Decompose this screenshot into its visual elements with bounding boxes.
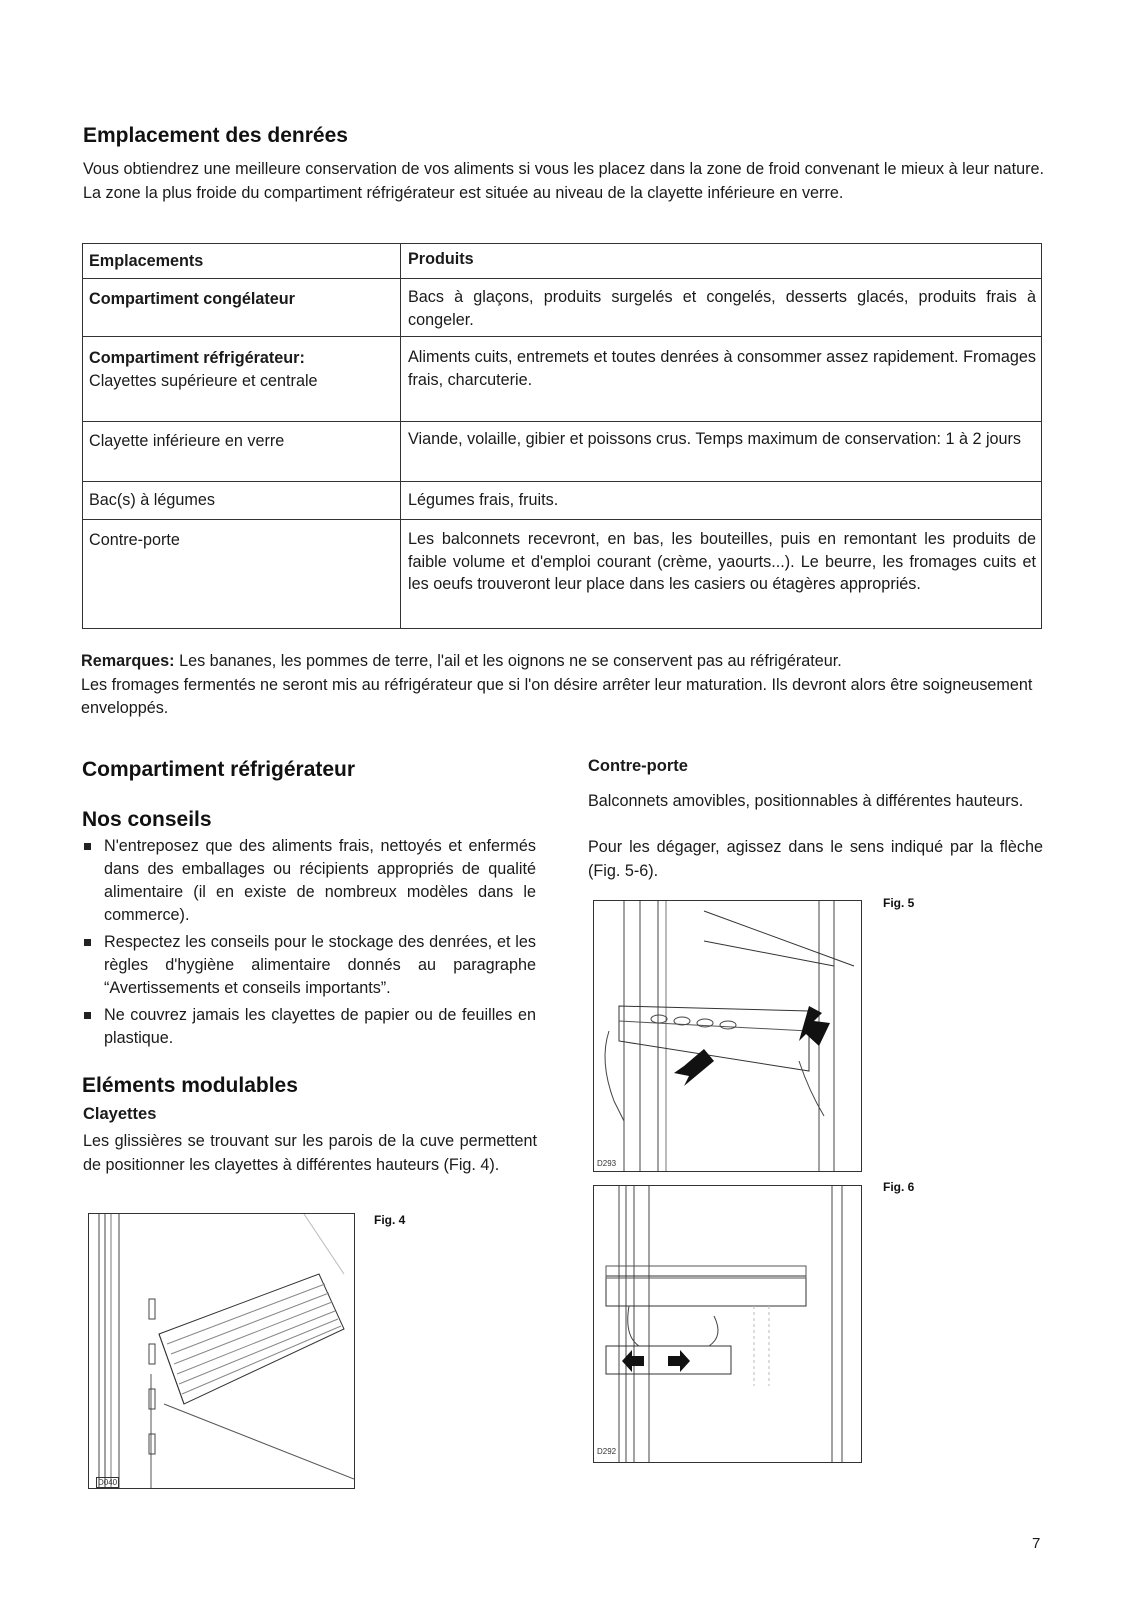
figure-4-label: Fig. 4 — [374, 1213, 406, 1227]
advice-text: Respectez les conseils pour le stockage des denrées, et les règles d'hygiène alimentaire donnés au paragraphe “Avertissements et conseils importants”. — [104, 933, 536, 997]
modular-paragraph: Les glissières se trouvant sur les parois de la cuve permettent de positionner les clayettes à différentes hauteurs (Fig. 4). — [83, 1132, 537, 1174]
page-number: 7 — [1032, 1535, 1041, 1552]
section-title-modular: Eléments modulables — [82, 1074, 298, 1097]
figure-6-label: Fig. 6 — [883, 1180, 915, 1194]
figure-5-label: Fig. 5 — [883, 896, 915, 910]
table-header-produits: Produits — [408, 250, 474, 268]
table-row-3-products: Légumes frais, fruits. — [408, 491, 559, 509]
section-title-emplacement: Emplacement des denrées — [83, 124, 348, 147]
advice-list-item — [82, 1004, 536, 1050]
table-header-emplacements: Emplacements — [89, 252, 204, 270]
table-row-4-products: Les balconnets recevront, en bas, les bouteilles, puis en remontant les produits de faible volume et d'emploi courant (crème, yaourts...). Le beurre, les fromages cuits et les oeufs trouveront leur place dans les casiers ou étagères appropriés. — [408, 530, 1036, 593]
bullet-square-icon — [84, 843, 91, 850]
subtitle-nos-conseils: Nos conseils — [82, 808, 212, 831]
advice-list-item — [82, 835, 536, 927]
door-balcony-slide-icon — [594, 1186, 861, 1462]
advice-text: N'entreposez que des aliments frais, nettoyés et enfermés dans des emballages ou récipients appropriés de qualité alimentaire (il en existe de nombreux modèles dans le commerce). — [104, 837, 536, 924]
table-row-2-products: Viande, volaille, gibier et poissons crus. Temps maximum de conservation: 1 à 2 jours — [408, 430, 1022, 448]
figure-5-code: D293 — [597, 1159, 617, 1168]
figure-6-code: D292 — [597, 1447, 617, 1456]
table-row-0-products: Bacs à glaçons, produits surgelés et congelés, desserts glacés, produits frais à congeler. — [408, 288, 1036, 329]
section-title-fridge: Compartiment réfrigérateur — [82, 758, 356, 781]
bullet-square-icon — [84, 939, 91, 946]
figure-6-door-balcony — [593, 1185, 862, 1463]
door-paragraph-1: Balconnets amovibles, positionnables à différentes hauteurs. — [588, 792, 1024, 810]
shelf-illustration-icon — [89, 1214, 354, 1488]
door-balcony-removal-icon — [594, 901, 861, 1171]
advice-text: Ne couvrez jamais les clayettes de papier ou de feuilles en plastique. — [104, 1006, 536, 1047]
intro-paragraph: Vous obtiendrez une meilleure conservation de vos aliments si vous les placez dans la zone de froid convenant le mieux à leur nature. La zone la plus froide du compartiment réfrigérateur est située au niveau de la clayette inférieure en verre. — [83, 160, 1045, 202]
table-row-1-products: Aliments cuits, entremets et toutes denrées à consommer assez rapidement. Fromages frais, charcuterie. — [408, 348, 1036, 389]
table-row-0-location: Compartiment congélateur — [89, 290, 295, 308]
figure-4-code: D040 — [98, 1478, 118, 1487]
remarks-label: Remarques: — [81, 652, 175, 670]
remarks-line2: Les fromages fermentés ne seront mis au réfrigérateur que si l'on désire arrêter leur maturation. Ils devront alors être soigneusement enveloppés. — [81, 675, 1033, 717]
figure-4-shelves — [88, 1213, 355, 1489]
table-row-4-location: Contre-porte — [89, 531, 180, 549]
table-row-3-location: Bac(s) à légumes — [89, 491, 215, 509]
remarks-line1: Les bananes, les pommes de terre, l'ail et les oignons ne se conservent pas au réfrigérateur. — [179, 652, 842, 670]
figure-5-door-balcony — [593, 900, 862, 1172]
table-row-2-location: Clayette inférieure en verre — [89, 432, 285, 450]
bullet-square-icon — [84, 1012, 91, 1019]
advice-list — [82, 835, 536, 1054]
subtitle-contre-porte: Contre-porte — [588, 757, 688, 775]
table-row-1-location: Compartiment réfrigérateur: Clayettes supérieure et centrale — [89, 349, 318, 390]
remarks — [81, 650, 1046, 721]
subtitle-clayettes: Clayettes — [83, 1105, 157, 1123]
storage-table — [82, 243, 1042, 629]
door-paragraph-2: Pour les dégager, agissez dans le sens indiqué par la flèche (Fig. 5-6). — [588, 838, 1043, 880]
advice-list-item — [82, 931, 536, 1000]
